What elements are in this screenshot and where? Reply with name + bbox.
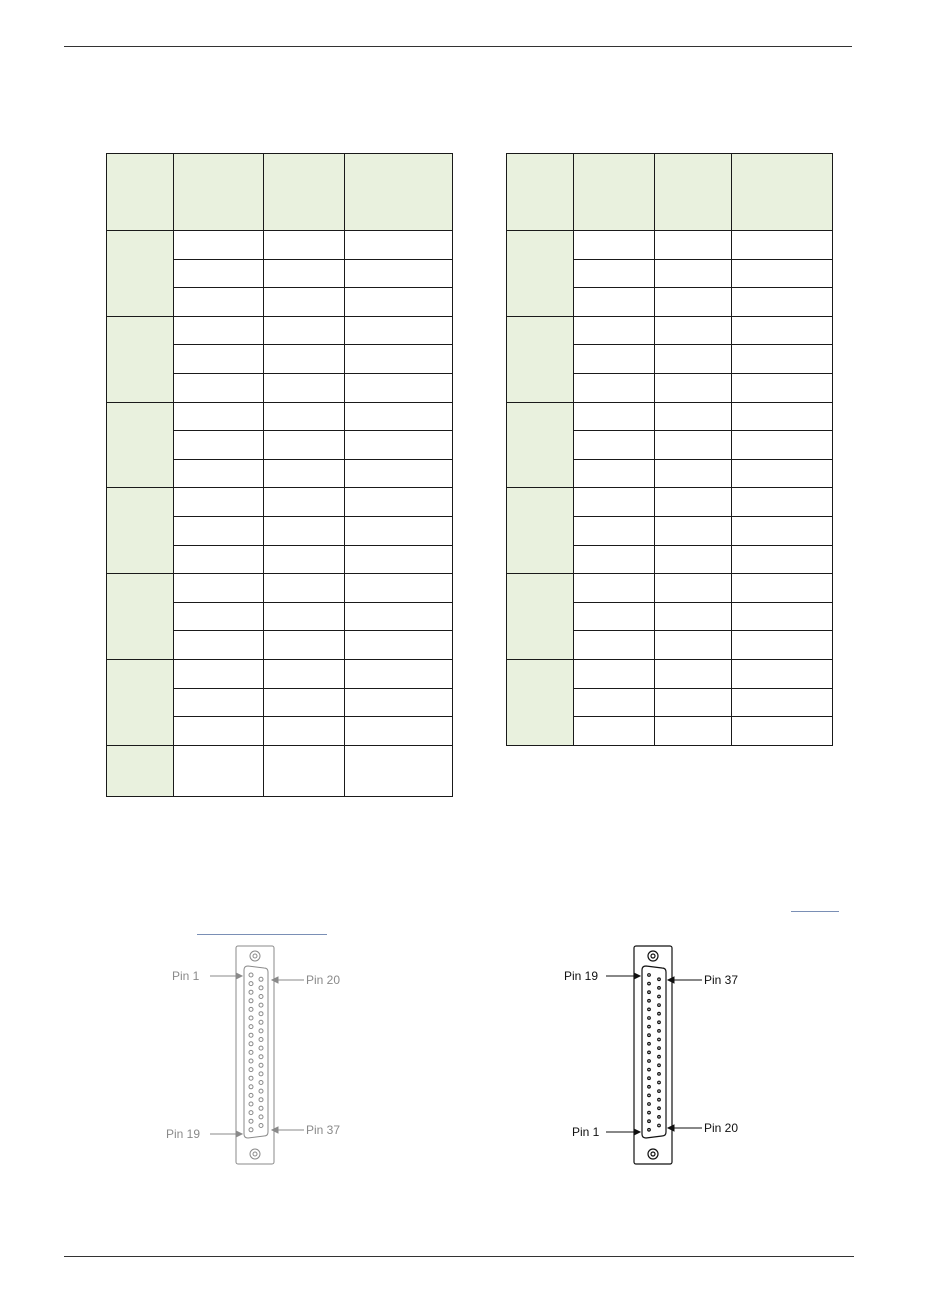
pin-hole: [648, 974, 651, 977]
pin-hole: [648, 1017, 651, 1020]
pin-hole: [658, 1064, 661, 1067]
right-table-header: [507, 154, 833, 231]
table-row: [507, 659, 833, 688]
header-rule: [64, 46, 852, 47]
pin-hole: [249, 1093, 253, 1097]
pin-hole: [648, 1008, 651, 1011]
pin-hole: [658, 1055, 661, 1058]
pin-hole: [249, 1068, 253, 1072]
header-cell: [574, 154, 655, 231]
pin-hole: [648, 1086, 651, 1089]
pin-hole: [249, 973, 253, 977]
table-row: [507, 316, 833, 345]
pin-hole: [259, 1003, 263, 1007]
group-cell: [507, 659, 574, 745]
group-cell: [107, 231, 174, 317]
pin-hole: [259, 986, 263, 990]
pin-hole: [249, 1059, 253, 1063]
pin-hole: [648, 1094, 651, 1097]
left-conn-label-pin19: Pin 19: [166, 1127, 201, 1141]
header-cell: [732, 154, 833, 231]
pin-hole: [249, 1076, 253, 1080]
pin-hole: [658, 1081, 661, 1084]
footer-rule: [64, 1256, 854, 1257]
pin-hole: [249, 1016, 253, 1020]
pin-hole: [658, 995, 661, 998]
pin-hole: [249, 1033, 253, 1037]
table-row: [107, 659, 453, 688]
pin-hole: [658, 1030, 661, 1033]
pin-hole: [249, 1111, 253, 1115]
pin-hole: [658, 1021, 661, 1024]
pin-hole: [249, 1102, 253, 1106]
header-cell: [107, 154, 174, 231]
pin-hole: [259, 1089, 263, 1093]
pin-hole: [658, 1038, 661, 1041]
pin-hole: [648, 1034, 651, 1037]
header-cell: [507, 154, 574, 231]
pin-hole: [658, 1012, 661, 1015]
pin-hole: [648, 1051, 651, 1054]
table-row: [507, 402, 833, 431]
pin-hole: [648, 1077, 651, 1080]
pin-hole: [259, 1106, 263, 1110]
pin-hole: [658, 1124, 661, 1127]
pin-hole: [658, 1047, 661, 1050]
right-conn-label-pin19: Pin 19: [564, 969, 599, 983]
pin-hole: [648, 1103, 651, 1106]
pin-hole: [249, 1119, 253, 1123]
caption-line-right: [791, 911, 839, 912]
pin-hole: [648, 1060, 651, 1063]
pin-hole: [648, 1120, 651, 1123]
pin-hole: [259, 1038, 263, 1042]
pin-hole: [259, 1081, 263, 1085]
left-dsub37-connector: [160, 942, 380, 1172]
pin-hole: [249, 1025, 253, 1029]
table-row: [507, 488, 833, 517]
pin-hole: [259, 1098, 263, 1102]
table-row: [107, 231, 453, 260]
pin-hole: [648, 1000, 651, 1003]
table-row: [107, 488, 453, 517]
group-cell: [107, 745, 174, 796]
group-cell: [507, 574, 574, 660]
table-row: [107, 745, 453, 796]
pin-hole: [249, 1042, 253, 1046]
group-cell: [107, 659, 174, 745]
pin-hole: [658, 1004, 661, 1007]
pin-hole: [259, 1055, 263, 1059]
group-cell: [107, 574, 174, 660]
header-cell: [655, 154, 732, 231]
group-cell: [107, 402, 174, 488]
pin-hole: [658, 1073, 661, 1076]
pin-hole: [259, 1020, 263, 1024]
group-cell: [507, 231, 574, 317]
group-cell: [507, 488, 574, 574]
header-cell: [345, 154, 453, 231]
pin-hole: [249, 999, 253, 1003]
table-row: [107, 316, 453, 345]
pin-hole: [658, 1107, 661, 1110]
pin-hole: [249, 982, 253, 986]
pin-hole: [259, 1063, 263, 1067]
pin-hole: [648, 1111, 651, 1114]
table-row: [507, 231, 833, 260]
left-conn-label-pin1: Pin 1: [172, 969, 200, 983]
pin-hole: [648, 1129, 651, 1132]
pin-hole: [648, 1025, 651, 1028]
header-cell: [174, 154, 264, 231]
pin-hole: [648, 1043, 651, 1046]
pin-hole: [648, 1068, 651, 1071]
group-cell: [507, 402, 574, 488]
pin-hole: [259, 977, 263, 981]
header-cell: [264, 154, 345, 231]
table-row: [507, 574, 833, 603]
left-conn-label-pin20: Pin 20: [306, 973, 341, 987]
pin-hole: [249, 1007, 253, 1011]
pin-hole: [658, 1090, 661, 1093]
group-cell: [107, 488, 174, 574]
pin-hole: [249, 1085, 253, 1089]
pin-hole: [259, 1012, 263, 1016]
caption-line-left: [197, 934, 327, 935]
left-table-header: [107, 154, 453, 231]
pin-hole: [249, 1128, 253, 1132]
pin-hole: [658, 987, 661, 990]
pin-hole: [249, 1050, 253, 1054]
pin-hole: [259, 1046, 263, 1050]
pin-hole: [259, 1029, 263, 1033]
right-pin-table: [506, 153, 833, 746]
pin-hole: [249, 990, 253, 994]
pin-hole: [259, 1072, 263, 1076]
pin-hole: [259, 1124, 263, 1128]
group-cell: [107, 316, 174, 402]
pin-hole: [259, 1115, 263, 1119]
right-dsub37-connector: [560, 942, 790, 1172]
left-pin-table: [106, 153, 453, 797]
table-row: [107, 574, 453, 603]
right-conn-label-pin37: Pin 37: [704, 973, 739, 987]
pin-hole: [648, 982, 651, 985]
pin-hole: [658, 1116, 661, 1119]
right-conn-label-pin20: Pin 20: [704, 1121, 739, 1135]
group-cell: [507, 316, 574, 402]
table-row: [107, 402, 453, 431]
pin-hole: [658, 1098, 661, 1101]
pin-hole: [658, 978, 661, 981]
pin-hole: [648, 991, 651, 994]
left-conn-label-pin37: Pin 37: [306, 1123, 341, 1137]
right-conn-label-pin1: Pin 1: [572, 1125, 600, 1139]
pin-hole: [259, 995, 263, 999]
